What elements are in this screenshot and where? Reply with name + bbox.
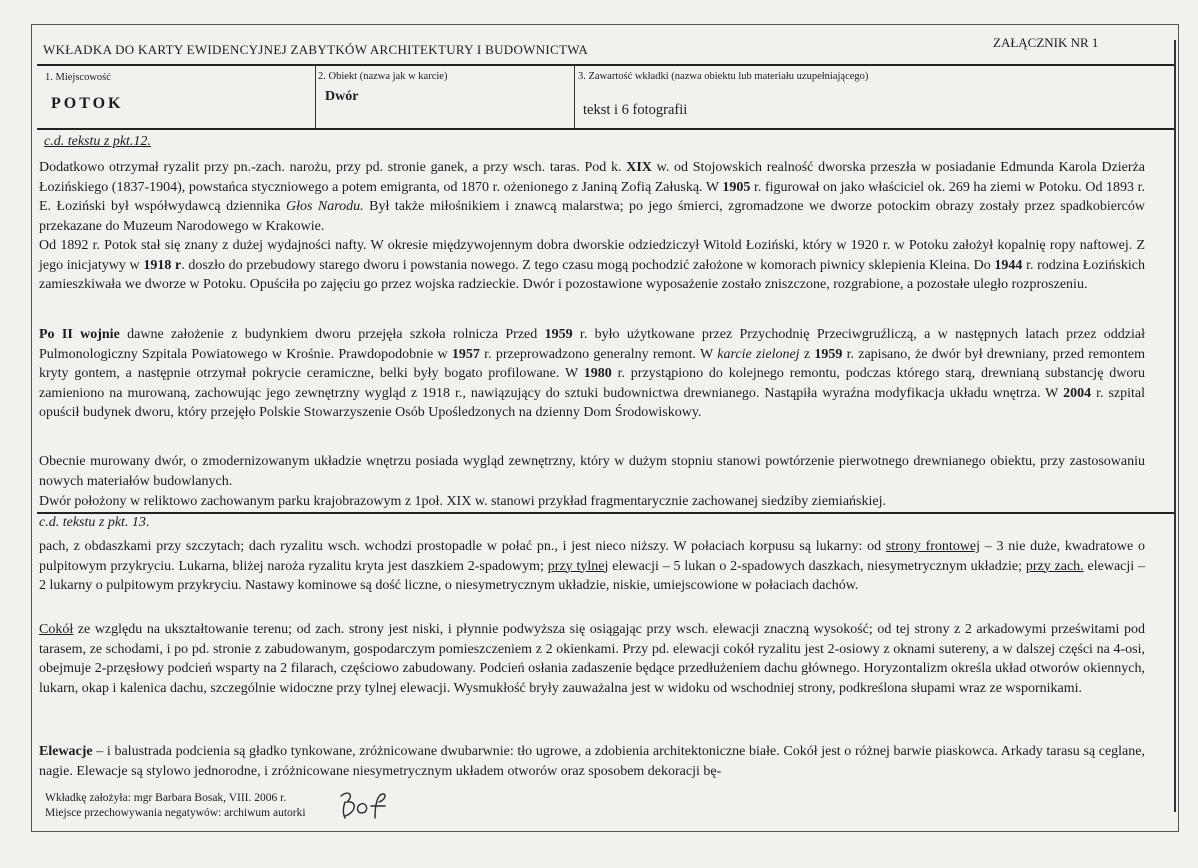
paragraph-8: Elewacje – i balustrada podcienia są gładko tynkowane, zróżnicowane dwubarwnie: tło ugrowe, a zdobienia architektoniczne białe. Cokół jest o różnej barwie piaskowca. Arkady tarasu są ceglane, nagie. Elewacje są stylowo jednorodne, i zróżnicowane niesymetrycznym układem otworów oraz sposobem dekoracji bę- — [39, 744, 1145, 779]
paragraph-7: Cokół ze względu na ukształtowanie terenu; od zach. strony jest niski, i płynnie podwyższa się osiągając przy wsch. elewacji znaczną wysokość; od tej strony z 2 arkadowymi prześwitami pod tarasem, ze schodami, i po pd. stronie z zabudowanym, gospodarczym pomieszczeniem z 2 okienkami. Przy pd. elewacji cokół ryzalitu jest 2-osiowy z oknami sutereny, a w dalszej części na 4-osi, obejmuje 2-przęsłowy podcień wsparty na 2 filarach, częściowo zabudowany. Podcień osłania zadaszenie będące przedłużeniem dachu głównego. Horyzontalizm określa układ otworów okiennych, lukarn, okap i kalenica dachu, szczególnie widoczne przy tylnej elewacji. Wysmukłość bryły zauważalna jest w widoku od wschodniej strony, podkreślona słupami wraz ze wspornikami. — [39, 622, 1145, 696]
place-label: 1. Miejscowość — [45, 72, 111, 83]
content-value: tekst i 6 fotografii — [583, 102, 688, 118]
signature-scribble — [335, 788, 391, 824]
negatives-location: Miejsce przechowywania negatywów: archiwum autorki — [45, 807, 306, 819]
card-frame — [31, 24, 1179, 832]
paragraph-3: Po II wojnie dawne założenie z budynkiem dworu przejęła szkoła rolnicza Przed 1959 r. było użytkowane przez Przychodnię Przeciwgruźliczą, a w następnych latach przez oddział Pulmonologiczny Szpitala Powiatowego w Krośnie. Prawdopodobnie w 1957 r. przeprowadzono generalny remont. W karcie zielonej z 1959 r. zapisano, że dwór był drewniany, przed remontem kryty gontem, a następnie otrzymał pokrycie ceramiczne, belki były bogato profilowane. W 1980 r. przystąpiono do kolejnego remontu, podczas którego starą, drewnianą substancję dworu zamieniono na murowaną, zachowując jego zewnętrzny wygląd z 1918 r., nawiązujący do sztuki budownictwa drewnianego. Nastąpiła wyraźna modyfikacja układu wnętrza. W 2004 r. szpital opuścił budynek dworu, który przejęło Polskie Stowarzyszenie Osób Upośledzonych na dzienny Dom Środowiskowy. — [39, 327, 1146, 421]
paragraph-1: Dodatkowo otrzymał ryzalit przy pn.-zach. narożu, przy pd. stronie ganek, a przy wsch. taras. Pod k. XIX w. od Stojowskich realność dworska przeszła w posiadanie Edmunda Karola Dzierża Łozińskiego (1837-1904), powstańca styczniowego a potem emigranta, od 1870 r. ożenionego z Janiną Zofią Załuską. W 1905 r. figurował on jako właściciel ok. 269 ha ziemi w Potoku. Od 1893 r. E. Łoziński był współwydawcą dziennika Głos Narodu. Był także miłośnikiem i znawcą malarstwa; po jego śmierci, zgromadzone we dworze potockim obrazy zostały przez spadkobierców przekazane do Muzeum Narodowego w Krakowie. — [39, 160, 1145, 234]
section-2-heading: c.d. tekstu z pkt. 13. — [39, 515, 150, 530]
paragraph-2: Od 1892 r. Potok stał się znany z dużej wydajności nafty. W okresie międzywojennym dobra dworskie odziedziczył Witold Łoziński, który w 1920 r. w Potoku założył kopalnię ropy naftowej. Z jego inicjatywy w 1918 r. doszło do przebudowy starego dworu i powstania nowego. Z tego czasu mogą pochodzić założone w komorach piwnicy sklepienia Kleina. Do 1944 r. rodzina Łozińskich zamieszkiwała we dworze w Potoku. Opuściła po zajęciu go przez wojska radzieckie. Dwór i pozostawione wyposażenie zostało zniszczone, rozgrabione, a pozostałe uległo rozproszeniu. — [39, 238, 1146, 293]
table-top-rule — [37, 64, 1174, 66]
table-divider-2 — [574, 65, 575, 128]
section-divider — [37, 512, 1174, 514]
place-value: POTOK — [51, 95, 124, 112]
table-bottom-rule — [37, 128, 1174, 130]
paragraph-4: Obecnie murowany dwór, o zmodernizowanym układzie wnętrzu posiada wygląd zewnętrzny, który w dużym stopniu stanowi powtórzenie pierwotnego drewnianego obiektu, przy zastosowaniu nowych materiałów budowlanych. — [39, 454, 1145, 489]
card-right-edge — [1174, 40, 1176, 812]
paragraph-5: Dwór położony w reliktowo zachowanym parku krajobrazowym z 1poł. XIX w. stanowi przykład fragmentarycznie zachowanej siedziby ziemiańskiej. — [39, 494, 886, 509]
content-label: 3. Zawartość wkładki (nazwa obiektu lub materiału uzupełniającego) — [578, 71, 869, 82]
object-label: 2. Obiekt (nazwa jak w karcie) — [318, 71, 448, 82]
section-1-heading: c.d. tekstu z pkt.12. — [44, 134, 151, 149]
attachment-number: ZAŁĄCZNIK NR 1 — [993, 35, 1099, 50]
card-title: WKŁADKA DO KARTY EWIDENCYJNEJ ZABYTKÓW ARCHITEKTURY I BUDOWNICTWA — [43, 42, 589, 57]
paragraph-6: pach, z obdaszkami przy szczytach; dach ryzalitu wsch. wchodzi prostopadle w połać pn., i jest nieco niższy. W połaciach korpusu są lukarny: od strony frontowej – 3 nie duże, kwadratowe o pulpitowym przykryciu. Lukarna, bliżej naroża ryzalitu kryta jest daszkiem 2-spadowym; przy tylnej elewacji – 5 lukan o 2-spadowych daszkach, niesymetrycznym układzie; przy zach. elewacji – 2 lukarny o pulpitowym przykryciu. Nastawy kominowe są dość liczne, o niesymetrycznym układzie, niskie, umiejscowione w połaciach dachów. — [39, 539, 1145, 594]
object-value: Dwór — [325, 89, 359, 104]
table-divider-1 — [315, 65, 316, 128]
author-line: Wkładkę założyła: mgr Barbara Bosak, VIII. 2006 r. — [45, 792, 287, 804]
